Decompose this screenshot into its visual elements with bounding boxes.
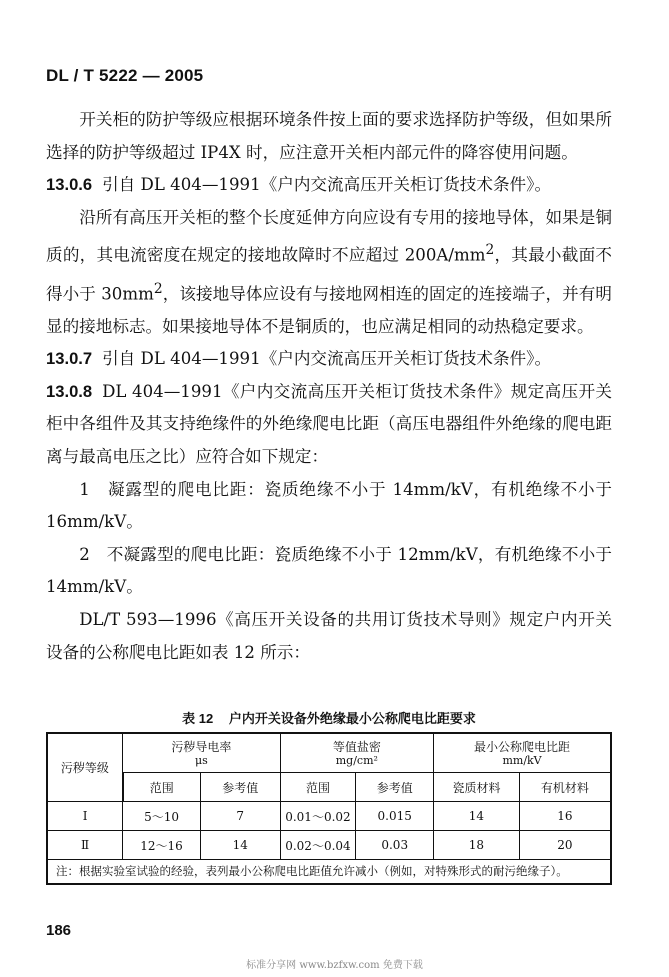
header-salt-density [280, 733, 434, 773]
clause-text: 引自 DL 404—1991《户内交流高压开关柜订货技术条件》。 [102, 349, 552, 369]
text-part: ，该接地导体应设有与接地网相连的固定的连接端子，并有明显的接地标志。如果接地导体不是铜质的，也应满足相同的动热稳定要求。 [46, 284, 613, 336]
header-pollution-level: 污秽等级 [47, 733, 123, 802]
list-item-1: 1 凝露型的爬电比距：瓷质绝缘不小于 14mm/kV，有机绝缘不小于 16mm/kV。 [46, 479, 612, 532]
cell-cond-range: 5～10 [123, 802, 201, 831]
cell-organic: 20 [519, 831, 611, 860]
page-number: 186 [46, 922, 72, 939]
subheader-ref: 参考值 [200, 773, 280, 802]
group-name: 等值盐密 [332, 739, 381, 754]
table-number: 表 12 [182, 711, 214, 726]
clause-number: 13.0.6 [46, 175, 93, 195]
cell-ceramic: 18 [434, 831, 520, 860]
table-row [47, 831, 611, 860]
group-unit: μs [194, 753, 208, 767]
cell-ceramic: 14 [434, 802, 520, 831]
cell-salt-ref: 0.03 [356, 831, 434, 860]
body-text [46, 104, 612, 669]
text-part: ，其最小截面不得小于 30mm [46, 245, 612, 304]
paragraph: DL/T 593—1996《高压开关设备的共用订货技术导则》规定户内开关设备的公称爬电比距如表 12 所示： [46, 609, 612, 662]
clause-text: 引自 DL 404—1991《户内交流高压开关柜订货技术条件》。 [102, 175, 552, 195]
text-part: 沿所有高压开关柜的整个长度延伸方向应设有专用的接地导体，如果是铜质的，其电流密度在规定的接地故障时不应超过 200A/mm [46, 207, 612, 265]
superscript: 2 [153, 280, 163, 297]
cell-cond-range: 12～16 [123, 831, 201, 860]
clause-text: DL 404—1991《户内交流高压开关柜订货技术条件》规定高压开关柜中各组件及其支持绝缘件的外绝缘爬电比距（高压电器组件外绝缘的爬电距离与最高电压之比）应符合如下规定： [46, 381, 612, 466]
clause-number: 13.0.8 [46, 381, 93, 401]
paragraph: 开关柜的防护等级应根据环境条件按上面的要求选择防护等级，但如果所选择的防护等级超过 IP4X 时，应注意开关柜内部元件的降容使用问题。 [46, 110, 612, 162]
list-item-2: 2 不凝露型的爬电比距：瓷质绝缘不小于 12mm/kV，有机绝缘不小于 14mm/kV。 [46, 544, 612, 597]
cell-organic: 16 [519, 802, 611, 831]
group-name: 最小公称爬电比距 [474, 739, 571, 754]
subheader-ref: 参考值 [356, 773, 434, 802]
table-caption [46, 708, 612, 727]
document-id-header: DL / T 5222 — 2005 [46, 66, 204, 85]
cell-cond-ref: 14 [200, 831, 280, 860]
header-conductivity [123, 733, 280, 773]
cell-salt-range: 0.01～0.02 [280, 802, 356, 831]
cell-level: Ⅰ [47, 802, 123, 831]
subheader-ceramic: 瓷质材料 [434, 773, 520, 802]
cell-level: Ⅱ [47, 831, 123, 860]
clause-13-0-8 [46, 376, 612, 474]
subheader-range: 范围 [123, 773, 201, 802]
clause-13-0-6 [46, 169, 612, 202]
subheader-range: 范围 [280, 773, 356, 802]
table-note: 注：根据实验室试验的经验，表列最小公称爬电比距值允许减小（例如，对特殊形式的耐污绝缘子）。 [47, 860, 611, 885]
table-row [47, 802, 611, 831]
subheader-organic: 有机材料 [519, 773, 611, 802]
group-name: 污秽导电率 [171, 739, 232, 754]
creepage-table [46, 732, 612, 885]
clause-13-0-7 [46, 343, 612, 376]
clause-number: 13.0.7 [46, 349, 93, 369]
superscript: 2 [485, 242, 495, 259]
table-title: 户内开关设备外绝缘最小公称爬电比距要求 [228, 711, 476, 726]
paragraph-grounding [46, 202, 612, 343]
group-unit: mm/kV [502, 753, 542, 767]
cell-salt-ref: 0.015 [356, 802, 434, 831]
cell-salt-range: 0.02～0.04 [280, 831, 356, 860]
group-unit: mg/cm² [335, 753, 378, 767]
header-creepage [434, 733, 611, 773]
watermark: 标准分享网 www.bzfxw.com 免费下载 [246, 960, 423, 971]
cell-cond-ref: 7 [200, 802, 280, 831]
